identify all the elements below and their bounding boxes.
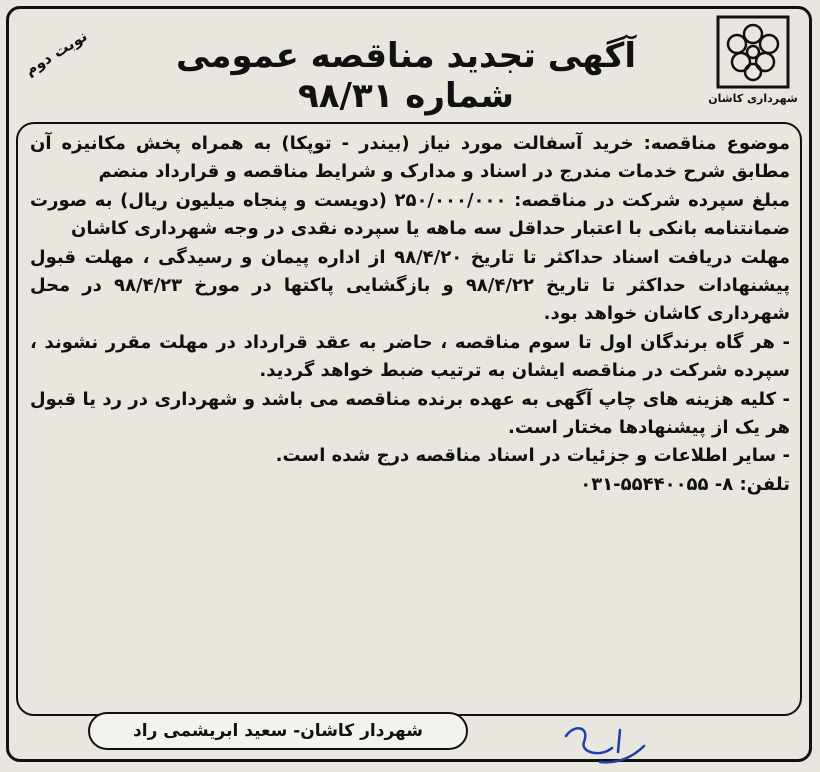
tender-subject: موضوع مناقصه: خرید آسفالت مورد نیاز (بیندر - توپکا) به همراه پخش مکانیزه آن مطابق شرح خدمات مندرج در اسناد و مدارک و شرایط مناقصه و قرارداد منضم — [30, 133, 790, 183]
winner-clause: - هر گاه برندگان اول تا سوم مناقصه ، حاضر به عقد قرارداد در مهلت مقرر نشوند ، سپرده شرکت در مناقصه ایشان به ترتیب ضبط خواهد گردید. — [30, 331, 790, 382]
ad-header — [14, 10, 806, 118]
deadlines: مهلت دریافت اسناد حداکثر تا تاریخ ۹۸/۴/۲۰ از اداره پیمان و رسیدگی ، مهلت قبول پیشنهادات حداکثر تا تاریخ ۹۸/۴/۲۲ و بازگشایی پاکتها در مورخ ۹۸/۴/۲۳ در محل شهرداری کاشان خواهد بود. — [30, 246, 790, 325]
phone-line — [30, 471, 790, 499]
kashan-municipality-emblem-icon — [715, 14, 791, 90]
municipality-logo — [706, 14, 800, 114]
phone-number: ۰۳۱-۵۵۴۴۰۰۵۵ -۸ — [580, 473, 734, 495]
signature-box: شهردار کاشان- سعید ابریشمی راد — [88, 712, 468, 750]
ad-title: آگهی تجدید مناقصه عمومی شماره ۹۸/۳۱ — [176, 36, 636, 116]
edition-stamp: نوبت دوم — [21, 26, 91, 80]
other-info: - سایر اطلاعات و جزئیات در اسناد مناقصه درج شده است. — [275, 445, 790, 467]
deposit-amount: مبلغ سپرده شرکت در مناقصه: ۲۵۰/۰۰۰/۰۰۰ (دویست و پنجاه میلیون ریال) به صورت ضمانتنامه بانکی با اعتبار حداقل سه ماهه یا سپرده نقدی در وجه شهرداری کاشان — [30, 189, 790, 240]
costs-clause: - کلیه هزینه های چاپ آگهی به عهده برنده مناقصه می باشد و شهرداری در رد یا قبول هر یک از پیشنهادها مختار است. — [30, 388, 790, 439]
ad-body — [30, 130, 790, 714]
handwritten-mark-icon — [560, 722, 650, 766]
logo-caption: شهرداری کاشان — [708, 92, 798, 105]
phone-label: تلفن: — [739, 473, 790, 495]
